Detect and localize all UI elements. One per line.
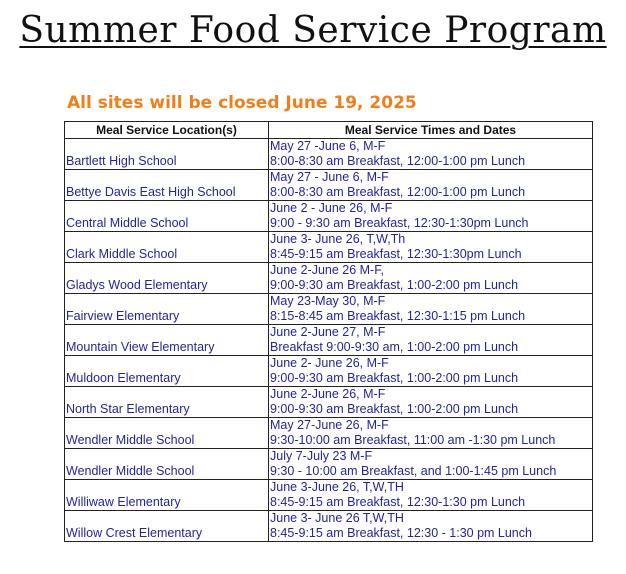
- table-row: [65, 294, 593, 325]
- location-cell: Bettye Davis East High School: [65, 170, 269, 201]
- location-cell: Central Middle School: [65, 201, 269, 232]
- table-row: [65, 170, 593, 201]
- location-cell: Wendler Middle School: [65, 418, 269, 449]
- service-times: 9:00-9:30 am Breakfast, 1:00-2:00 pm Lunch: [270, 278, 519, 292]
- table-row: [65, 387, 593, 418]
- table-row: [65, 449, 593, 480]
- service-dates: May 27 - June 6, M-F: [270, 170, 389, 184]
- times-cell: [269, 170, 593, 201]
- service-dates: June 3- June 26 T,W,TH: [270, 511, 404, 525]
- location-cell: Williwaw Elementary: [65, 480, 269, 511]
- table-row: [65, 511, 593, 542]
- table-row: [65, 263, 593, 294]
- service-times: 8:00-8:30 am Breakfast, 12:00-1:00 pm Lunch: [270, 154, 526, 168]
- service-dates: June 2- June 26, M-F: [270, 356, 389, 370]
- column-header-times: Meal Service Times and Dates: [269, 122, 593, 139]
- service-dates: May 23-May 30, M-F: [270, 294, 386, 308]
- location-cell: Muldoon Elementary: [65, 356, 269, 387]
- table-row: [65, 325, 593, 356]
- location-cell: Wendler Middle School: [65, 449, 269, 480]
- service-dates: June 2-June 27, M-F: [270, 325, 386, 339]
- location-cell: Mountain View Elementary: [65, 325, 269, 356]
- service-dates: July 7-July 23 M-F: [270, 449, 373, 463]
- service-times: 8:00-8:30 am Breakfast, 12:00-1:00 pm Lunch: [270, 185, 526, 199]
- service-times: Breakfast 9:00-9:30 am, 1:00-2:00 pm Lunch: [270, 340, 519, 354]
- table-row: [65, 201, 593, 232]
- column-header-location: Meal Service Location(s): [65, 122, 269, 139]
- service-dates: June 2-June 26 M-F,: [270, 263, 384, 277]
- closure-notice: All sites will be closed June 19, 2025: [67, 93, 417, 113]
- service-dates: June 2-June 26, M-F: [270, 387, 386, 401]
- service-dates: May 27 -June 6, M-F: [270, 139, 386, 153]
- service-times: 9:00-9:30 am Breakfast, 1:00-2:00 pm Lunch: [270, 402, 519, 416]
- location-cell: Fairview Elementary: [65, 294, 269, 325]
- times-cell: [269, 511, 593, 542]
- location-cell: Bartlett High School: [65, 139, 269, 170]
- table-row: [65, 418, 593, 449]
- location-cell: North Star Elementary: [65, 387, 269, 418]
- times-cell: [269, 232, 593, 263]
- times-cell: [269, 294, 593, 325]
- times-cell: [269, 356, 593, 387]
- service-times: 8:45-9:15 am Breakfast, 12:30 - 1:30 pm Lunch: [270, 526, 532, 540]
- service-dates: June 2 - June 26, M-F: [270, 201, 393, 215]
- service-times: 8:45-9:15 am Breakfast, 12:30-1:30pm Lunch: [270, 247, 522, 261]
- table-header-row: [65, 122, 593, 139]
- table-row: [65, 356, 593, 387]
- times-cell: [269, 480, 593, 511]
- service-dates: June 3-June 26, T,W,TH: [270, 480, 404, 494]
- location-cell: Gladys Wood Elementary: [65, 263, 269, 294]
- service-times: 9:30 - 10:00 am Breakfast, and 1:00-1:45 pm Lunch: [270, 464, 557, 478]
- times-cell: [269, 263, 593, 294]
- table-row: [65, 139, 593, 170]
- service-times: 9:30-10:00 am Breakfast, 11:00 am -1:30 pm Lunch: [270, 433, 556, 447]
- service-times: 8:45-9:15 am Breakfast, 12:30-1:30 pm Lunch: [270, 495, 526, 509]
- service-dates: June 3- June 26, T,W,Th: [270, 232, 406, 246]
- times-cell: [269, 325, 593, 356]
- schedule-table: [64, 121, 593, 542]
- service-times: 9:00 - 9:30 am Breakfast, 12:30-1:30pm Lunch: [270, 216, 529, 230]
- times-cell: [269, 449, 593, 480]
- location-cell: Clark Middle School: [65, 232, 269, 263]
- times-cell: [269, 418, 593, 449]
- times-cell: [269, 139, 593, 170]
- location-cell: Willow Crest Elementary: [65, 511, 269, 542]
- service-times: 8:15-8:45 am Breakfast, 12:30-1:15 pm Lunch: [270, 309, 526, 323]
- times-cell: [269, 387, 593, 418]
- page-title: Summer Food Service Program: [19, 10, 607, 51]
- times-cell: [269, 201, 593, 232]
- table-row: [65, 232, 593, 263]
- service-times: 9:00-9:30 am Breakfast, 1:00-2:00 pm Lunch: [270, 371, 519, 385]
- table-row: [65, 480, 593, 511]
- service-dates: May 27-June 26, M-F: [270, 418, 389, 432]
